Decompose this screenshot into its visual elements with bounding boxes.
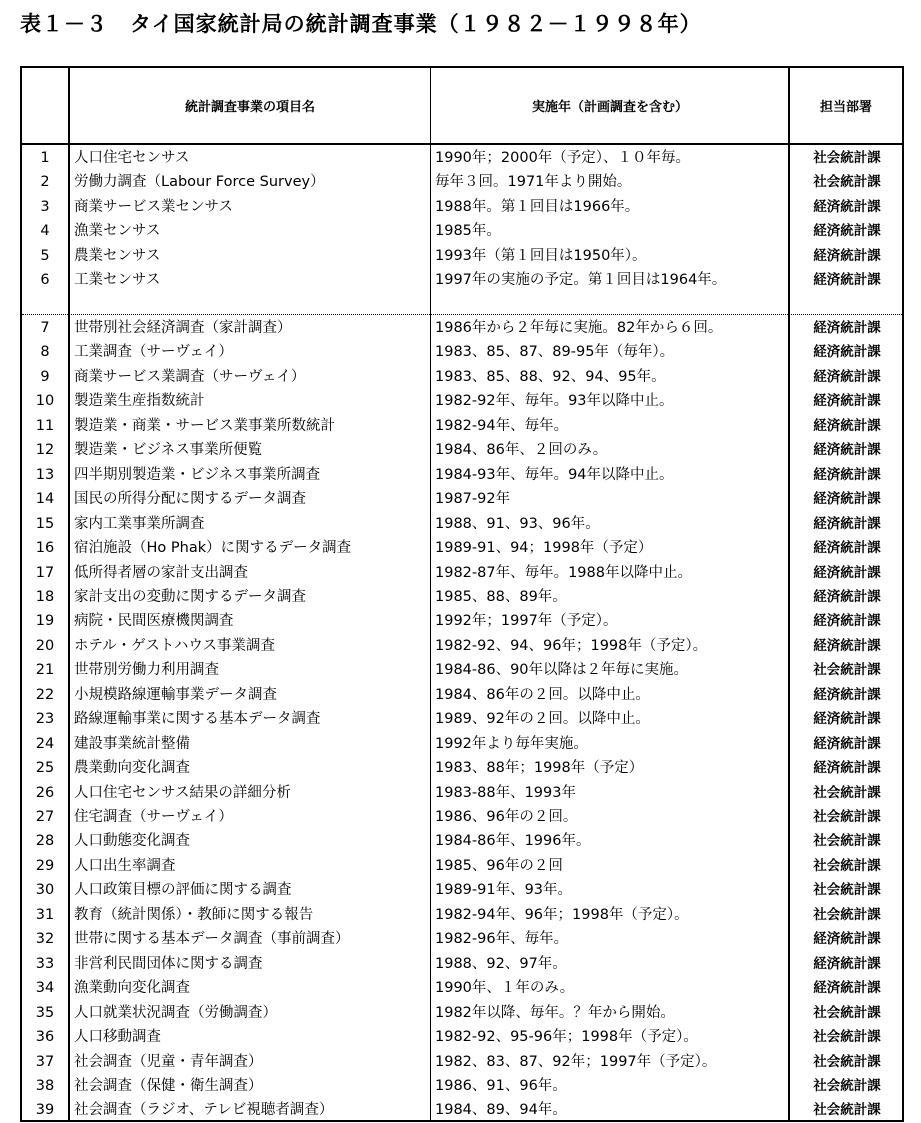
row-number: 11 bbox=[35, 417, 55, 434]
survey-name: 農業動向変化調査 bbox=[74, 760, 190, 777]
survey-name: 教育（統計関係）・教師に関する報告 bbox=[74, 906, 314, 923]
table-row bbox=[22, 195, 902, 219]
section-divider bbox=[22, 314, 902, 315]
department: 経済統計課 bbox=[813, 735, 881, 752]
survey-name: ホテル・ゲストハウス事業調査 bbox=[74, 637, 275, 654]
department: 経済統計課 bbox=[813, 320, 881, 336]
table-row bbox=[22, 1025, 902, 1049]
row-number: 13 bbox=[35, 466, 55, 483]
row-number: 28 bbox=[35, 833, 55, 850]
survey-years: 1985年。 bbox=[435, 223, 501, 240]
row-number: 27 bbox=[35, 809, 55, 825]
survey-name: 人口政策目標の評価に関する調査 bbox=[74, 882, 292, 899]
table-row bbox=[22, 389, 902, 413]
survey-years: 1989、92年の２回。以降中止。 bbox=[435, 711, 650, 728]
survey-name: 商業サービス業調査（サーヴェイ） bbox=[74, 368, 306, 385]
row-number: 20 bbox=[35, 637, 55, 654]
survey-years: 1984-93年、毎年。94年以降中止。 bbox=[435, 466, 674, 483]
department: 経済統計課 bbox=[813, 711, 881, 728]
department: 経済統計課 bbox=[813, 393, 881, 410]
survey-name: 世帯別労働力利用調査 bbox=[74, 662, 219, 679]
table-row bbox=[22, 952, 902, 976]
department: 経済統計課 bbox=[813, 931, 881, 948]
department: 経済統計課 bbox=[813, 247, 881, 264]
row-number: 34 bbox=[35, 980, 55, 997]
row-number: 36 bbox=[35, 1029, 55, 1046]
header-department: 担当部署 bbox=[819, 100, 872, 115]
row-number: 30 bbox=[35, 882, 55, 899]
survey-years: 1992年；1997年（予定）。 bbox=[435, 613, 618, 630]
survey-name: 労働力調査（Labour Force Survey） bbox=[74, 174, 325, 191]
survey-name: 家内工業事業所調査 bbox=[74, 515, 205, 532]
survey-years: 1982-94年、96年；1998年（予定）。 bbox=[435, 906, 689, 923]
page-title: 表１－３ タイ国家統計局の統計調査事業（１９８２－１９９８年） bbox=[20, 12, 702, 36]
table-row bbox=[22, 634, 902, 658]
survey-name: 小規模路線運輸事業データ調査 bbox=[74, 686, 277, 703]
department: 経済統計課 bbox=[813, 344, 881, 361]
survey-name: 農業センサス bbox=[74, 247, 161, 264]
survey-name: 人口就業状況調査（労働調査） bbox=[74, 1004, 277, 1021]
row-number: 8 bbox=[40, 344, 50, 361]
row-number: 24 bbox=[35, 735, 55, 752]
table-row bbox=[22, 1001, 902, 1025]
table-row bbox=[22, 1098, 902, 1122]
survey-name: 世帯別社会経済調査（家計調査） bbox=[74, 320, 292, 336]
survey-years: 1985、88、89年。 bbox=[435, 588, 567, 605]
survey-years: 1985、96年の２回 bbox=[435, 857, 563, 874]
department: 経済統計課 bbox=[813, 515, 881, 532]
department: 経済統計課 bbox=[813, 223, 881, 240]
table-row bbox=[22, 1074, 902, 1098]
department: 経済統計課 bbox=[813, 980, 881, 997]
row-number: 39 bbox=[35, 1102, 55, 1119]
table-row bbox=[22, 878, 902, 902]
row-number: 12 bbox=[35, 442, 55, 459]
survey-years: 1982年以降、毎年。？年から開始。 bbox=[435, 1004, 675, 1021]
survey-name: 製造業生産指数統計 bbox=[74, 393, 205, 410]
survey-years: 1993年（第１回目は1950年）。 bbox=[435, 247, 647, 264]
survey-years: 1984、89、94年。 bbox=[435, 1102, 567, 1119]
survey-years: 1988、92、97年。 bbox=[435, 955, 567, 972]
department: 社会統計課 bbox=[813, 1029, 881, 1046]
survey-years: 1982-94年、毎年。 bbox=[435, 417, 569, 434]
row-number: 21 bbox=[35, 662, 55, 679]
row-number: 32 bbox=[35, 931, 55, 948]
table-row bbox=[22, 170, 902, 194]
survey-name: 社会調査（児童・青年調査） bbox=[74, 1053, 263, 1070]
table-row bbox=[22, 805, 902, 829]
survey-years: 1990年、１年のみ。 bbox=[435, 980, 575, 997]
header-item-name: 統計調査事業の項目名 bbox=[184, 100, 315, 115]
table-row bbox=[22, 316, 902, 340]
survey-name: 宿泊施設（Ho Phak）に関するデータ調査 bbox=[74, 540, 352, 557]
table-row bbox=[22, 438, 902, 462]
survey-name: 商業サービス業センサス bbox=[74, 198, 233, 215]
table-row bbox=[22, 829, 902, 853]
department: 経済統計課 bbox=[813, 417, 881, 434]
department: 経済統計課 bbox=[813, 198, 881, 215]
table-row bbox=[22, 658, 902, 682]
survey-years: 毎年３回。1971年より開始。 bbox=[435, 174, 632, 191]
table-row bbox=[22, 683, 902, 707]
row-number: 31 bbox=[35, 906, 55, 923]
survey-years: 1982-87年、毎年。1988年以降中止。 bbox=[435, 564, 692, 581]
table-row bbox=[22, 854, 902, 878]
department: 社会統計課 bbox=[813, 1077, 881, 1094]
department: 社会統計課 bbox=[813, 174, 881, 191]
survey-name: 漁業動向変化調査 bbox=[74, 980, 190, 997]
row-number: 7 bbox=[40, 320, 50, 336]
department: 経済統計課 bbox=[813, 272, 881, 288]
survey-years: 1984-86年、1996年。 bbox=[435, 833, 591, 850]
department: 経済統計課 bbox=[813, 466, 881, 483]
row-number: 9 bbox=[40, 368, 50, 385]
survey-years: 1990年；2000年（予定）、１０年毎。 bbox=[435, 150, 691, 166]
survey-name: 漁業センサス bbox=[74, 223, 161, 240]
row-number: 1 bbox=[40, 150, 50, 166]
department: 社会統計課 bbox=[813, 1004, 881, 1021]
row-number: 18 bbox=[35, 588, 55, 605]
survey-years: 1986、96年の２回。 bbox=[435, 809, 578, 825]
row-number: 2 bbox=[40, 174, 50, 191]
survey-years: 1988、91、93、96年。 bbox=[435, 515, 600, 532]
row-number: 15 bbox=[35, 515, 55, 532]
survey-name: 人口移動調査 bbox=[74, 1029, 161, 1046]
department: 社会統計課 bbox=[813, 662, 881, 679]
row-number: 14 bbox=[35, 491, 55, 508]
survey-name: 工業調査（サーヴェイ） bbox=[74, 344, 233, 361]
department: 社会統計課 bbox=[813, 809, 881, 825]
survey-years: 1983、88年；1998年（予定） bbox=[435, 760, 644, 777]
department: 社会統計課 bbox=[813, 784, 881, 801]
department: 社会統計課 bbox=[813, 833, 881, 850]
department: 社会統計課 bbox=[813, 906, 881, 923]
table-row bbox=[22, 927, 902, 951]
row-number: 37 bbox=[35, 1053, 55, 1070]
table-row bbox=[22, 365, 902, 389]
header-year: 実施年（計画調査を含む） bbox=[531, 100, 688, 115]
survey-years: 1984-86、90年以降は２年毎に実施。 bbox=[435, 662, 689, 679]
survey-years: 1982、83、87、92年；1997年（予定）。 bbox=[435, 1053, 717, 1070]
department: 経済統計課 bbox=[813, 442, 881, 459]
survey-name: 非営利民間団体に関する調査 bbox=[74, 955, 263, 972]
survey-years: 1983、85、88、92、94、95年。 bbox=[435, 368, 666, 385]
table-row bbox=[22, 146, 902, 170]
table-row bbox=[22, 976, 902, 1000]
department: 社会統計課 bbox=[813, 857, 881, 874]
survey-years: 1989-91年、93年。 bbox=[435, 882, 573, 899]
survey-years: 1983-88年、1993年 bbox=[435, 784, 576, 801]
row-number: 22 bbox=[35, 686, 55, 703]
department: 経済統計課 bbox=[813, 491, 881, 508]
department: 経済統計課 bbox=[813, 588, 881, 605]
survey-years: 1986、91、96年。 bbox=[435, 1077, 567, 1094]
survey-years: 1986年から２年毎に実施。82年から６回。 bbox=[435, 320, 723, 336]
survey-name: 工業センサス bbox=[74, 272, 161, 288]
survey-name: 建設事業統計整備 bbox=[74, 735, 190, 752]
survey-name: 人口住宅センサス bbox=[74, 150, 190, 166]
department: 経済統計課 bbox=[813, 368, 881, 385]
department: 経済統計課 bbox=[813, 760, 881, 777]
table-row bbox=[22, 487, 902, 511]
survey-name: 製造業・ビジネス事業所便覧 bbox=[74, 442, 263, 459]
survey-name: 家計支出の変動に関するデータ調査 bbox=[74, 588, 306, 605]
survey-name: 住宅調査（サーヴェイ） bbox=[74, 809, 233, 825]
table-row bbox=[22, 512, 902, 536]
row-number: 38 bbox=[35, 1077, 55, 1094]
survey-years: 1992年より毎年実施。 bbox=[435, 735, 588, 752]
row-number: 4 bbox=[40, 223, 50, 240]
row-number: 10 bbox=[35, 393, 55, 410]
survey-name: 路線運輸事業に関する基本データ調査 bbox=[74, 711, 321, 728]
survey-years: 1988年。第１回目は1966年。 bbox=[435, 198, 640, 215]
survey-name: 病院・民間医療機関調査 bbox=[74, 613, 234, 630]
row-number: 23 bbox=[35, 711, 55, 728]
row-number: 19 bbox=[35, 613, 55, 630]
table-row bbox=[22, 244, 902, 268]
table-row bbox=[22, 585, 902, 609]
survey-years: 1984、86年、２回のみ。 bbox=[435, 442, 608, 459]
table-row bbox=[22, 609, 902, 633]
table-row bbox=[22, 463, 902, 487]
table-row bbox=[22, 536, 902, 560]
survey-years: 1983、85、87、89-95年（毎年）。 bbox=[435, 344, 675, 361]
survey-years: 1982-92、94、96年；1998年（予定）。 bbox=[435, 637, 708, 654]
survey-name: 人口動態変化調査 bbox=[74, 833, 190, 850]
survey-table bbox=[20, 66, 904, 1122]
row-number: 26 bbox=[35, 784, 55, 801]
table-row bbox=[22, 340, 902, 364]
department: 経済統計課 bbox=[813, 955, 881, 972]
table-row bbox=[22, 561, 902, 585]
survey-name: 四半期別製造業・ビジネス事業所調査 bbox=[74, 466, 321, 483]
row-number: 6 bbox=[40, 272, 50, 288]
survey-name: 低所得者層の家計支出調査 bbox=[74, 564, 248, 581]
survey-years: 1982-92、95-96年；1998年（予定）。 bbox=[435, 1029, 698, 1046]
department: 社会統計課 bbox=[813, 1102, 881, 1119]
row-number: 3 bbox=[40, 198, 50, 215]
survey-years: 1997年の実施の予定。第１回目は1964年。 bbox=[435, 272, 727, 288]
survey-name: 人口住宅センサス結果の詳細分析 bbox=[74, 784, 291, 801]
survey-years: 1982-92年、毎年。93年以降中止。 bbox=[435, 393, 674, 410]
table-row bbox=[22, 707, 902, 731]
table-row bbox=[22, 268, 902, 292]
department: 経済統計課 bbox=[813, 637, 881, 654]
table-row bbox=[22, 756, 902, 780]
survey-name: 世帯に関する基本データ調査（事前調査） bbox=[74, 931, 350, 948]
table-row bbox=[22, 414, 902, 438]
survey-name: 人口出生率調査 bbox=[74, 857, 176, 874]
department: 社会統計課 bbox=[813, 1053, 881, 1070]
header-divider bbox=[22, 143, 902, 145]
department: 社会統計課 bbox=[813, 882, 881, 899]
row-number: 29 bbox=[35, 857, 55, 874]
table-row bbox=[22, 781, 902, 805]
survey-years: 1989-91、94；1998年（予定） bbox=[435, 540, 653, 557]
survey-name: 社会調査（保健・衛生調査） bbox=[74, 1077, 263, 1094]
row-number: 35 bbox=[35, 1004, 55, 1021]
survey-name: 国民の所得分配に関するデータ調査 bbox=[74, 491, 306, 508]
department: 経済統計課 bbox=[813, 686, 881, 703]
survey-years: 1984、86年の２回。以降中止。 bbox=[435, 686, 650, 703]
survey-years: 1987-92年 bbox=[435, 491, 511, 508]
department: 社会統計課 bbox=[813, 150, 881, 166]
row-number: 25 bbox=[35, 760, 55, 777]
department: 経済統計課 bbox=[813, 613, 881, 630]
table-row bbox=[22, 903, 902, 927]
department: 経済統計課 bbox=[813, 564, 881, 581]
survey-name: 社会調査（ラジオ、テレビ視聴者調査） bbox=[74, 1102, 334, 1119]
survey-name: 製造業・商業・サービス業事業所数統計 bbox=[74, 417, 335, 434]
table-row bbox=[22, 219, 902, 243]
row-number: 5 bbox=[40, 247, 50, 264]
department: 経済統計課 bbox=[813, 540, 881, 557]
table-row bbox=[22, 1050, 902, 1074]
row-number: 17 bbox=[35, 564, 55, 581]
table-row bbox=[22, 732, 902, 756]
row-number: 33 bbox=[35, 955, 55, 972]
row-number: 16 bbox=[35, 540, 55, 557]
survey-years: 1982-96年、毎年。 bbox=[435, 931, 569, 948]
